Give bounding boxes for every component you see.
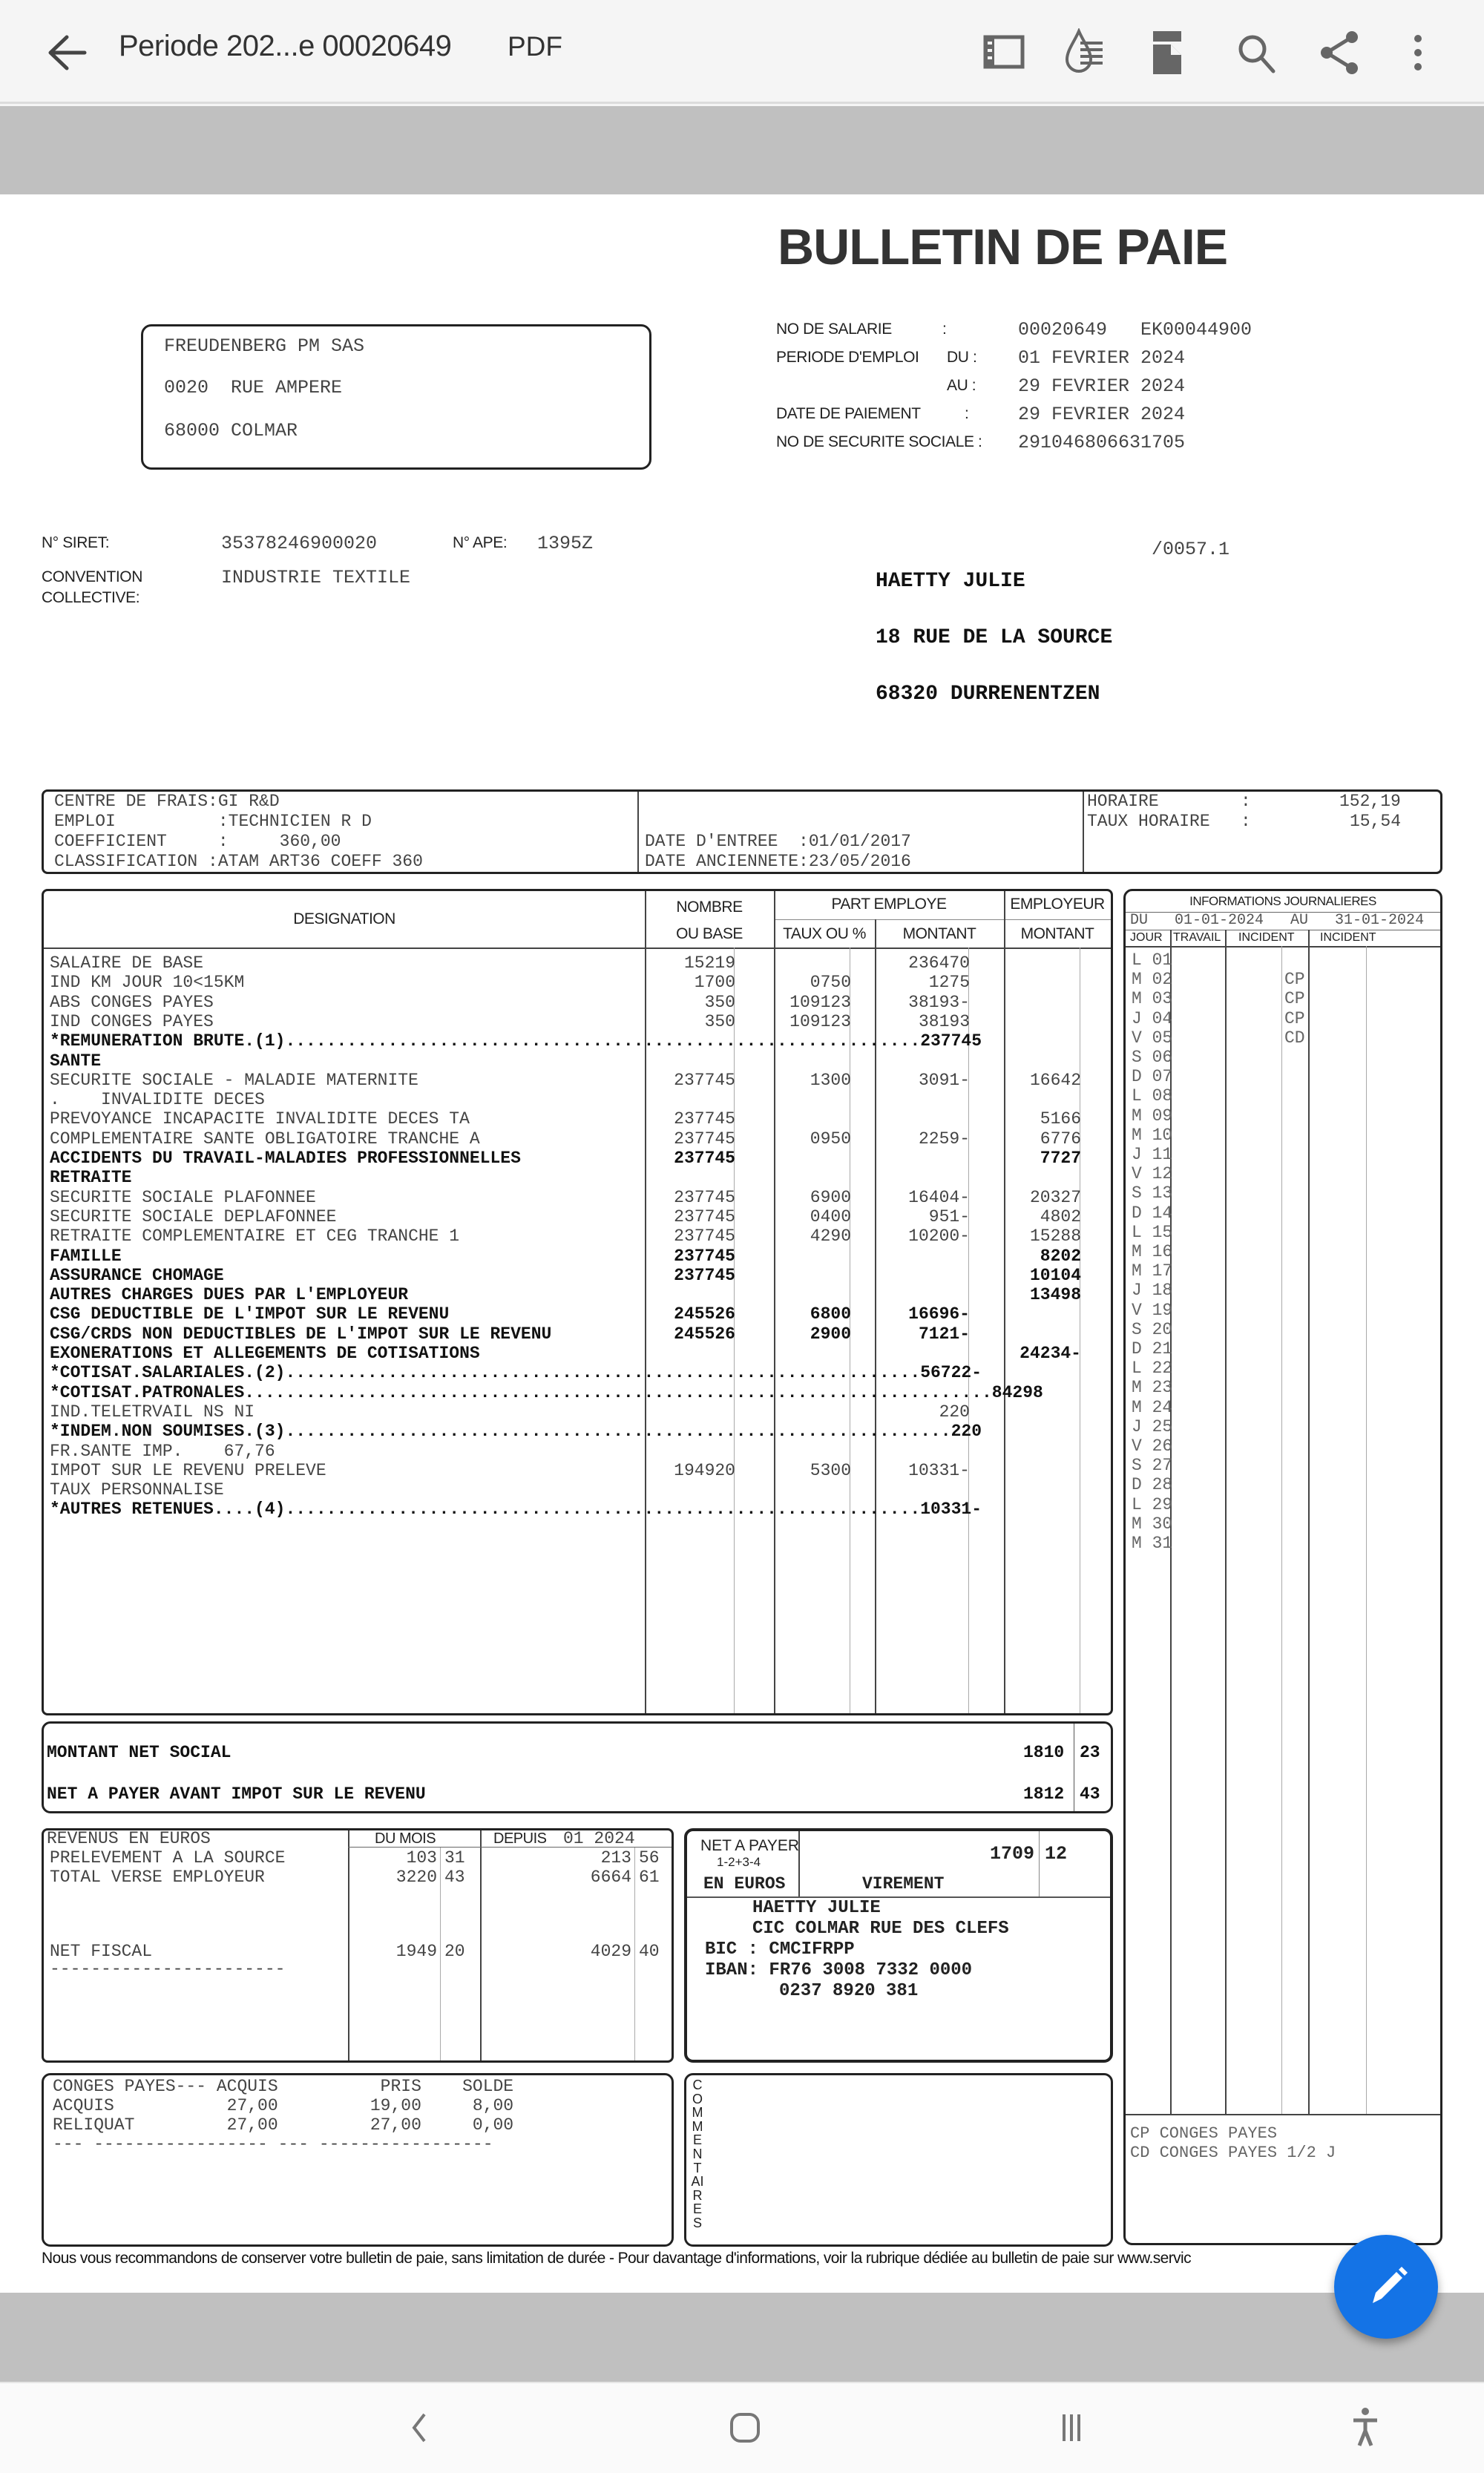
conges-row-reliquat: RELIQUAT 27,00 27,00 0,00 — [53, 2115, 514, 2135]
reading-mode-icon[interactable] — [1061, 28, 1110, 77]
depuis-period: 01 2024 — [563, 1829, 635, 1848]
col-header-taux: TAUX OU % — [783, 925, 866, 942]
cell-base: 350 — [704, 992, 735, 1012]
net-summary-box — [42, 1721, 1113, 1813]
cell-designation: ABS CONGES PAYES — [50, 992, 214, 1012]
day-label: M 03 — [1132, 989, 1173, 1009]
cell-designation: *COTISAT.PATRONALES.........................................................................84298 — [50, 1382, 1043, 1402]
cell-designation: SECURITE SOCIALE - MALADIE MATERNITE — [50, 1070, 418, 1090]
en-euros-label: EN EUROS — [703, 1874, 786, 1894]
cell-base: 237745 — [674, 1070, 735, 1090]
cell-taux: 5300 — [810, 1460, 851, 1480]
cell-employeur: 10104 — [1029, 1265, 1081, 1285]
prelevement-mois-cents: 31 — [444, 1848, 465, 1868]
col-header-base: OU BASE — [676, 925, 743, 942]
employee-city: 68320 DURRENENTZEN — [876, 683, 1100, 706]
table-row — [44, 1012, 1111, 1031]
day-incident: CD — [1284, 1028, 1305, 1048]
viewer-background-bottom — [0, 2293, 1484, 2382]
info-sep-au: AU : — [947, 377, 976, 394]
net-fiscal-mois-euros: 1949 — [395, 1942, 437, 1961]
ape-label: N° APE: — [453, 534, 508, 551]
taux-horaire-value: 15,54 — [1350, 812, 1402, 831]
info-sep-du: DU : — [947, 349, 977, 366]
day-label: D 14 — [1132, 1203, 1173, 1223]
cell-taux: 0400 — [810, 1206, 851, 1226]
cell-employeur: 20327 — [1029, 1187, 1081, 1207]
table-row — [44, 1383, 1111, 1402]
net-a-payer-euros: 1709 — [990, 1843, 1035, 1865]
cell-designation: ACCIDENTS DU TRAVAIL-MALADIES PROFESSIONNELLES — [50, 1149, 521, 1168]
cell-employeur: 8202 — [1040, 1246, 1081, 1266]
conges-row-acquis: ACQUIS 27,00 19,00 8,00 — [53, 2096, 514, 2115]
cell-employeur: 24234- — [1020, 1344, 1081, 1363]
sidebar-panel-icon[interactable] — [979, 28, 1028, 77]
job-date-entree: DATE D'ENTREE :01/01/2017 — [645, 832, 911, 851]
cell-base: 237745 — [674, 1206, 735, 1226]
cell-base: 237745 — [674, 1109, 735, 1129]
day-label: S 27 — [1132, 1456, 1173, 1476]
info-label-paiement: DATE DE PAIEMENT — [776, 405, 921, 422]
system-nav-bar — [0, 2382, 1484, 2473]
divider — [348, 1830, 349, 2060]
day-label: L 29 — [1132, 1494, 1173, 1514]
col-header-montant: MONTANT — [902, 925, 976, 942]
cell-employeur: 5166 — [1040, 1109, 1081, 1129]
info-value-salarie: 00020649 EK00044900 — [1018, 319, 1252, 341]
beneficiary-name: HAETTY JULIE — [752, 1898, 881, 1918]
cell-designation: SALAIRE DE BASE — [50, 953, 204, 973]
divider — [1126, 2114, 1440, 2115]
info-label-secu: NO DE SECURITE SOCIALE : — [776, 433, 982, 450]
divider — [1308, 930, 1310, 2114]
table-row — [44, 1149, 1111, 1168]
total-mois-cents: 43 — [444, 1868, 465, 1887]
table-row — [44, 1422, 1111, 1441]
cell-montant: 38193 — [918, 1011, 970, 1031]
divider — [480, 1830, 482, 2060]
cell-designation: *AUTRES RETENUES....(4)..............................................................10331- — [50, 1500, 982, 1520]
table-row — [44, 1207, 1111, 1226]
revenus-box — [42, 1828, 674, 2063]
cell-base: 15219 — [683, 953, 735, 973]
document-export-icon[interactable] — [1143, 28, 1192, 77]
net-a-payer-label: NET A PAYER — [700, 1837, 800, 1854]
table-row — [44, 1285, 1111, 1304]
cell-base: 237745 — [674, 1149, 735, 1168]
col-header-incident-2: INCIDENT — [1320, 931, 1376, 944]
pdf-page[interactable] — [0, 194, 1484, 2293]
info-label-salarie: NO DE SALARIE — [776, 321, 892, 338]
viewer-background-top — [0, 106, 1484, 194]
siret-label: N° SIRET: — [42, 534, 110, 551]
day-label: J 25 — [1132, 1416, 1173, 1436]
cell-designation: AUTRES CHARGES DUES PAR L'EMPLOYEUR — [50, 1285, 409, 1305]
day-label: M 23 — [1132, 1378, 1173, 1398]
edit-fab-button[interactable] — [1334, 2235, 1438, 2339]
table-row — [44, 1480, 1111, 1500]
cell-designation: SECURITE SOCIALE PLAFONNEE — [50, 1187, 316, 1207]
cell-base: 245526 — [674, 1324, 735, 1344]
cell-taux: 1300 — [810, 1070, 851, 1090]
accessibility-icon[interactable] — [1343, 2405, 1388, 2450]
info-sep-salarie: : — [942, 321, 947, 338]
net-social-euros: 1810 — [1023, 1743, 1065, 1762]
cell-base: 245526 — [674, 1304, 735, 1324]
legend-cd: CD CONGES PAYES 1/2 J — [1130, 2144, 1336, 2162]
cell-employeur: 13498 — [1029, 1285, 1081, 1305]
cell-designation: COMPLEMENTAIRE SANTE OBLIGATOIRE TRANCHE A — [50, 1129, 480, 1149]
employee-name: HAETTY JULIE — [876, 570, 1025, 593]
cell-designation: CSG/CRDS NON DEDUCTIBLES DE L'IMPOT SUR LE REVENU — [50, 1324, 552, 1344]
bank-name: CIC COLMAR RUE DES CLEFS — [752, 1919, 1009, 1939]
info-value-secu: 291046806631705 — [1018, 432, 1186, 453]
payment-method: VIREMENT — [862, 1874, 945, 1894]
convention-label-1: CONVENTION — [42, 568, 143, 585]
divider — [1366, 946, 1367, 2114]
net-avant-impot-euros: 1812 — [1023, 1784, 1065, 1804]
job-coefficient: COEFFICIENT : 360,00 — [54, 832, 341, 851]
doc-title: BULLETIN DE PAIE — [778, 219, 1228, 275]
back-arrow-icon[interactable] — [45, 33, 89, 73]
employer-street: 0020 RUE AMPERE — [164, 377, 343, 398]
divider — [1039, 1831, 1040, 1896]
cell-montant: 236470 — [908, 953, 970, 973]
cell-montant: 220 — [939, 1402, 970, 1422]
day-label: M 31 — [1132, 1534, 1173, 1553]
cell-designation: *INDEM.NON SOUMISES.(3).................................................................220 — [50, 1422, 982, 1442]
nav-back-icon[interactable] — [398, 2405, 442, 2450]
info-label-periode: PERIODE D'EMPLOI — [776, 349, 919, 366]
cell-taux: 109123 — [789, 1011, 851, 1031]
info-sep-paiement: : — [965, 405, 969, 422]
col-header-nombre: NOMBRE — [676, 899, 743, 916]
cell-montant: 2259- — [918, 1129, 970, 1149]
table-row — [44, 1344, 1111, 1363]
day-label: V 26 — [1132, 1436, 1173, 1456]
net-social-label: MONTANT NET SOCIAL — [47, 1743, 232, 1762]
divider — [1225, 930, 1227, 2114]
siret-value: 35378246900020 — [221, 533, 378, 554]
job-classification: CLASSIFICATION :ATAM ART36 COEFF 360 — [54, 852, 423, 871]
cell-montant: 3091- — [918, 1070, 970, 1090]
employer-name: FREUDENBERG PM SAS — [164, 335, 365, 357]
day-label: S 13 — [1132, 1183, 1173, 1203]
job-info-box — [42, 789, 1442, 874]
iban-line-2: 0237 8920 381 — [779, 1981, 919, 2001]
cell-montant: 10200- — [908, 1226, 970, 1247]
conges-header: CONGES PAYES--- ACQUIS PRIS SOLDE — [53, 2077, 514, 2096]
horaire-label: HORAIRE : — [1087, 792, 1251, 811]
cell-employeur: 6776 — [1040, 1129, 1081, 1149]
table-row — [44, 1500, 1111, 1519]
table-row — [44, 1071, 1111, 1090]
divider — [440, 1847, 441, 2060]
cell-base: 237745 — [674, 1246, 735, 1266]
table-row — [44, 993, 1111, 1012]
cell-designation: . INVALIDITE DECES — [50, 1090, 265, 1110]
cell-base: 237745 — [674, 1187, 735, 1207]
file-type-label: PDF — [508, 31, 562, 62]
day-incident: CP — [1284, 1008, 1305, 1028]
cell-montant: 1275 — [928, 973, 970, 993]
commentaires-label: COMMENTAIRES — [691, 2078, 704, 2230]
prelevement-depuis-euros: 213 — [600, 1848, 631, 1868]
footer-note: Nous vous recommandons de conserver votre bulletin de paie, sans limitation de durée - Pour davantage d'informations, voir la rubrique dédiée au bulletin de paie sur www.servic — [42, 2250, 1191, 2267]
nav-home-icon[interactable] — [723, 2405, 767, 2450]
cell-designation: *REMUNERATION BRUTE.(1)..............................................................237745 — [50, 1031, 982, 1051]
day-label: L 01 — [1132, 950, 1173, 970]
divider — [1126, 946, 1440, 948]
col-header-part-employe: PART EMPLOYE — [831, 896, 947, 913]
cell-designation: IND CONGES PAYES — [50, 1011, 214, 1031]
divider — [634, 1847, 635, 2060]
cell-designation: RETRAITE — [50, 1168, 132, 1188]
day-label: M 17 — [1132, 1261, 1173, 1281]
cell-base: 237745 — [674, 1265, 735, 1285]
cell-montant: 38193- — [908, 992, 970, 1012]
cell-taux: 0950 — [810, 1129, 851, 1149]
conges-dashes: --- ----------------- --- ----------------- — [53, 2135, 493, 2154]
col-header-employeur: EMPLOYEUR — [1010, 896, 1105, 913]
divider — [637, 792, 639, 872]
net-avant-impot-cents: 43 — [1080, 1784, 1100, 1804]
divider — [687, 1896, 1110, 1898]
day-label: V 19 — [1132, 1300, 1173, 1320]
day-label: M 16 — [1132, 1242, 1173, 1261]
revenus-title: REVENUS EN EUROS — [47, 1829, 211, 1848]
convention-value: INDUSTRIE TEXTILE — [221, 567, 411, 588]
net-a-payer-formula: 1-2+3-4 — [717, 1855, 761, 1869]
cell-designation: FR.SANTE IMP. 67,76 — [50, 1441, 275, 1461]
cell-montant: 16696- — [908, 1304, 970, 1324]
cell-taux: 0750 — [810, 973, 851, 993]
cell-designation: EXONERATIONS ET ALLEGEMENTS DE COTISATIONS — [50, 1344, 480, 1363]
net-social-cents: 23 — [1080, 1743, 1100, 1762]
col-header-designation: DESIGNATION — [293, 910, 395, 927]
more-vert-icon[interactable] — [1407, 28, 1456, 77]
cell-montant: 10331- — [908, 1460, 970, 1480]
iban-line-1: IBAN: FR76 3008 7332 0000 — [705, 1960, 973, 1980]
day-label: D 07 — [1132, 1067, 1173, 1087]
cell-base: 237745 — [674, 1226, 735, 1247]
daily-title: INFORMATIONS JOURNALIERES — [1189, 894, 1376, 908]
total-depuis-euros: 6664 — [590, 1868, 631, 1887]
total-mois-euros: 3220 — [395, 1868, 437, 1887]
prelevement-mois-euros: 103 — [406, 1848, 437, 1868]
table-row — [44, 1031, 1111, 1051]
day-label: L 22 — [1132, 1359, 1173, 1379]
document-title: Periode 202...e 00020649 — [119, 30, 452, 62]
cell-base: 1700 — [694, 973, 735, 993]
nav-recents-icon[interactable] — [1049, 2405, 1094, 2450]
net-fiscal-depuis-cents: 40 — [639, 1942, 660, 1961]
cell-base: 237745 — [674, 1129, 735, 1149]
day-incident: CP — [1284, 989, 1305, 1009]
employer-city: 68000 COLMAR — [164, 420, 298, 441]
table-row — [44, 1304, 1111, 1324]
cell-employeur: 15288 — [1029, 1226, 1081, 1247]
bic-code: BIC : CMCIFRPP — [705, 1940, 855, 1960]
net-fiscal-mois-cents: 20 — [444, 1942, 465, 1961]
table-row — [44, 1247, 1111, 1266]
day-label: J 18 — [1132, 1281, 1173, 1301]
day-label: S 06 — [1132, 1048, 1173, 1067]
net-fiscal-dashes: ----------------------- — [50, 1960, 286, 1979]
info-value-du: 01 FEVRIER 2024 — [1018, 347, 1186, 369]
day-label: D 28 — [1132, 1475, 1173, 1495]
table-row — [44, 973, 1111, 992]
prelevement-depuis-cents: 56 — [639, 1848, 660, 1868]
convention-label-2: COLLECTIVE: — [42, 589, 140, 606]
col-header-montant-employeur: MONTANT — [1020, 925, 1094, 942]
table-row — [44, 953, 1111, 973]
cell-designation: CSG DEDUCTIBLE DE L'IMPOT SUR LE REVENU — [50, 1304, 450, 1324]
cell-base: 350 — [704, 1011, 735, 1031]
day-label: J 11 — [1132, 1145, 1173, 1164]
daily-period: DU 01-01-2024 AU 31-01-2024 — [1130, 912, 1425, 929]
table-row — [44, 1226, 1111, 1246]
cell-designation: IND.TELETRVAIL NS NI — [50, 1402, 255, 1422]
col-header-du-mois: DU MOIS — [375, 1830, 436, 1847]
share-icon[interactable] — [1316, 28, 1365, 77]
cell-designation: RETRAITE COMPLEMENTAIRE ET CEG TRANCHE 1 — [50, 1226, 460, 1247]
col-header-depuis: DEPUIS — [493, 1830, 547, 1847]
revenus-label-total: TOTAL VERSE EMPLOYEUR — [50, 1868, 265, 1887]
cell-designation: IND KM JOUR 10<15KM — [50, 973, 245, 993]
cell-designation: TAUX PERSONNALISE — [50, 1480, 224, 1500]
day-label: M 10 — [1132, 1125, 1173, 1145]
revenus-label-net-fiscal: NET FISCAL — [50, 1942, 153, 1961]
legend-cp: CP CONGES PAYES — [1130, 2124, 1278, 2143]
cell-designation: SECURITE SOCIALE DEPLAFONNEE — [50, 1206, 337, 1226]
cell-employeur: 4802 — [1040, 1206, 1081, 1226]
cell-montant: 7121- — [918, 1324, 970, 1344]
divider — [1083, 792, 1084, 872]
payslip-lines-table — [42, 889, 1113, 1715]
day-label: M 30 — [1132, 1514, 1173, 1534]
table-row — [44, 1442, 1111, 1461]
net-a-payer-cents: 12 — [1045, 1843, 1068, 1865]
divider — [1281, 946, 1282, 2114]
divider — [44, 948, 1111, 949]
net-fiscal-depuis-euros: 4029 — [590, 1942, 631, 1961]
daily-info-panel — [1123, 889, 1442, 2245]
reference-code: /0057.1 — [1152, 539, 1230, 560]
table-row — [44, 1402, 1111, 1422]
employee-street: 18 RUE DE LA SOURCE — [876, 626, 1113, 649]
day-label: J 04 — [1132, 1008, 1173, 1028]
cell-taux: 6900 — [810, 1187, 851, 1207]
job-emploi: EMPLOI :TECHNICIEN R D — [54, 812, 372, 831]
ape-value: 1395Z — [537, 533, 594, 554]
day-label: M 09 — [1132, 1106, 1173, 1126]
day-label: M 02 — [1132, 970, 1173, 990]
table-row — [44, 1188, 1111, 1207]
commentaires-box — [684, 2073, 1113, 2247]
table-row — [44, 1324, 1111, 1344]
table-row — [44, 1266, 1111, 1285]
cell-taux: 6800 — [810, 1304, 851, 1324]
day-label: M 24 — [1132, 1397, 1173, 1417]
cell-designation: ASSURANCE CHOMAGE — [50, 1265, 224, 1285]
divider — [774, 919, 1111, 920]
cell-employeur: 7727 — [1040, 1149, 1081, 1168]
search-icon[interactable] — [1232, 28, 1281, 77]
cell-designation: *COTISAT.SALARIALES.(2)..............................................................56722- — [50, 1363, 982, 1383]
day-label: V 05 — [1132, 1028, 1173, 1048]
col-header-incident-1: INCIDENT — [1238, 931, 1295, 944]
total-depuis-cents: 61 — [639, 1868, 660, 1887]
table-row — [44, 1461, 1111, 1480]
cell-employeur: 16642 — [1029, 1070, 1081, 1090]
day-incident: CP — [1284, 970, 1305, 990]
cell-base: 194920 — [674, 1460, 735, 1480]
table-row — [44, 1363, 1111, 1382]
revenus-label-prelevement: PRELEVEMENT A LA SOURCE — [50, 1848, 286, 1868]
edit-pencil-icon — [1334, 2235, 1438, 2339]
day-label: L 15 — [1132, 1222, 1173, 1242]
horaire-value: 152,19 — [1339, 792, 1401, 811]
cell-montant: 951- — [928, 1206, 970, 1226]
cell-taux: 109123 — [789, 992, 851, 1012]
net-avant-impot-label: NET A PAYER AVANT IMPOT SUR LE REVENU — [47, 1784, 426, 1804]
cell-designation: FAMILLE — [50, 1246, 122, 1266]
cell-designation: PREVOYANCE INCAPACITE INVALIDITE DECES TA — [50, 1109, 470, 1129]
cell-designation: SANTE — [50, 1051, 102, 1071]
table-row — [44, 1051, 1111, 1071]
table-row — [44, 1109, 1111, 1129]
job-centre: CENTRE DE FRAIS:GI R&D — [54, 792, 280, 811]
table-row — [44, 1090, 1111, 1109]
taux-horaire-label: TAUX HORAIRE : — [1087, 812, 1251, 831]
info-value-au: 29 FEVRIER 2024 — [1018, 375, 1186, 397]
cell-taux: 2900 — [810, 1324, 851, 1344]
day-label: V 12 — [1132, 1164, 1173, 1184]
col-header-travail: TRAVAIL — [1173, 931, 1221, 944]
day-label: S 20 — [1132, 1319, 1173, 1339]
table-row — [44, 1129, 1111, 1149]
info-value-paiement: 29 FEVRIER 2024 — [1018, 404, 1186, 425]
job-date-anciennete: DATE ANCIENNETE:23/05/2016 — [645, 852, 911, 871]
conges-payes-box — [42, 2073, 674, 2247]
app-bar — [0, 0, 1484, 104]
cell-designation: IMPOT SUR LE REVENU PRELEVE — [50, 1460, 326, 1480]
table-row — [44, 1168, 1111, 1187]
day-label: D 21 — [1132, 1339, 1173, 1359]
payment-box — [684, 1828, 1113, 2063]
employer-address-box — [141, 324, 651, 470]
cell-taux: 4290 — [810, 1226, 851, 1247]
col-header-jour: JOUR — [1130, 931, 1163, 944]
day-label: L 08 — [1132, 1086, 1173, 1106]
cell-montant: 16404- — [908, 1187, 970, 1207]
